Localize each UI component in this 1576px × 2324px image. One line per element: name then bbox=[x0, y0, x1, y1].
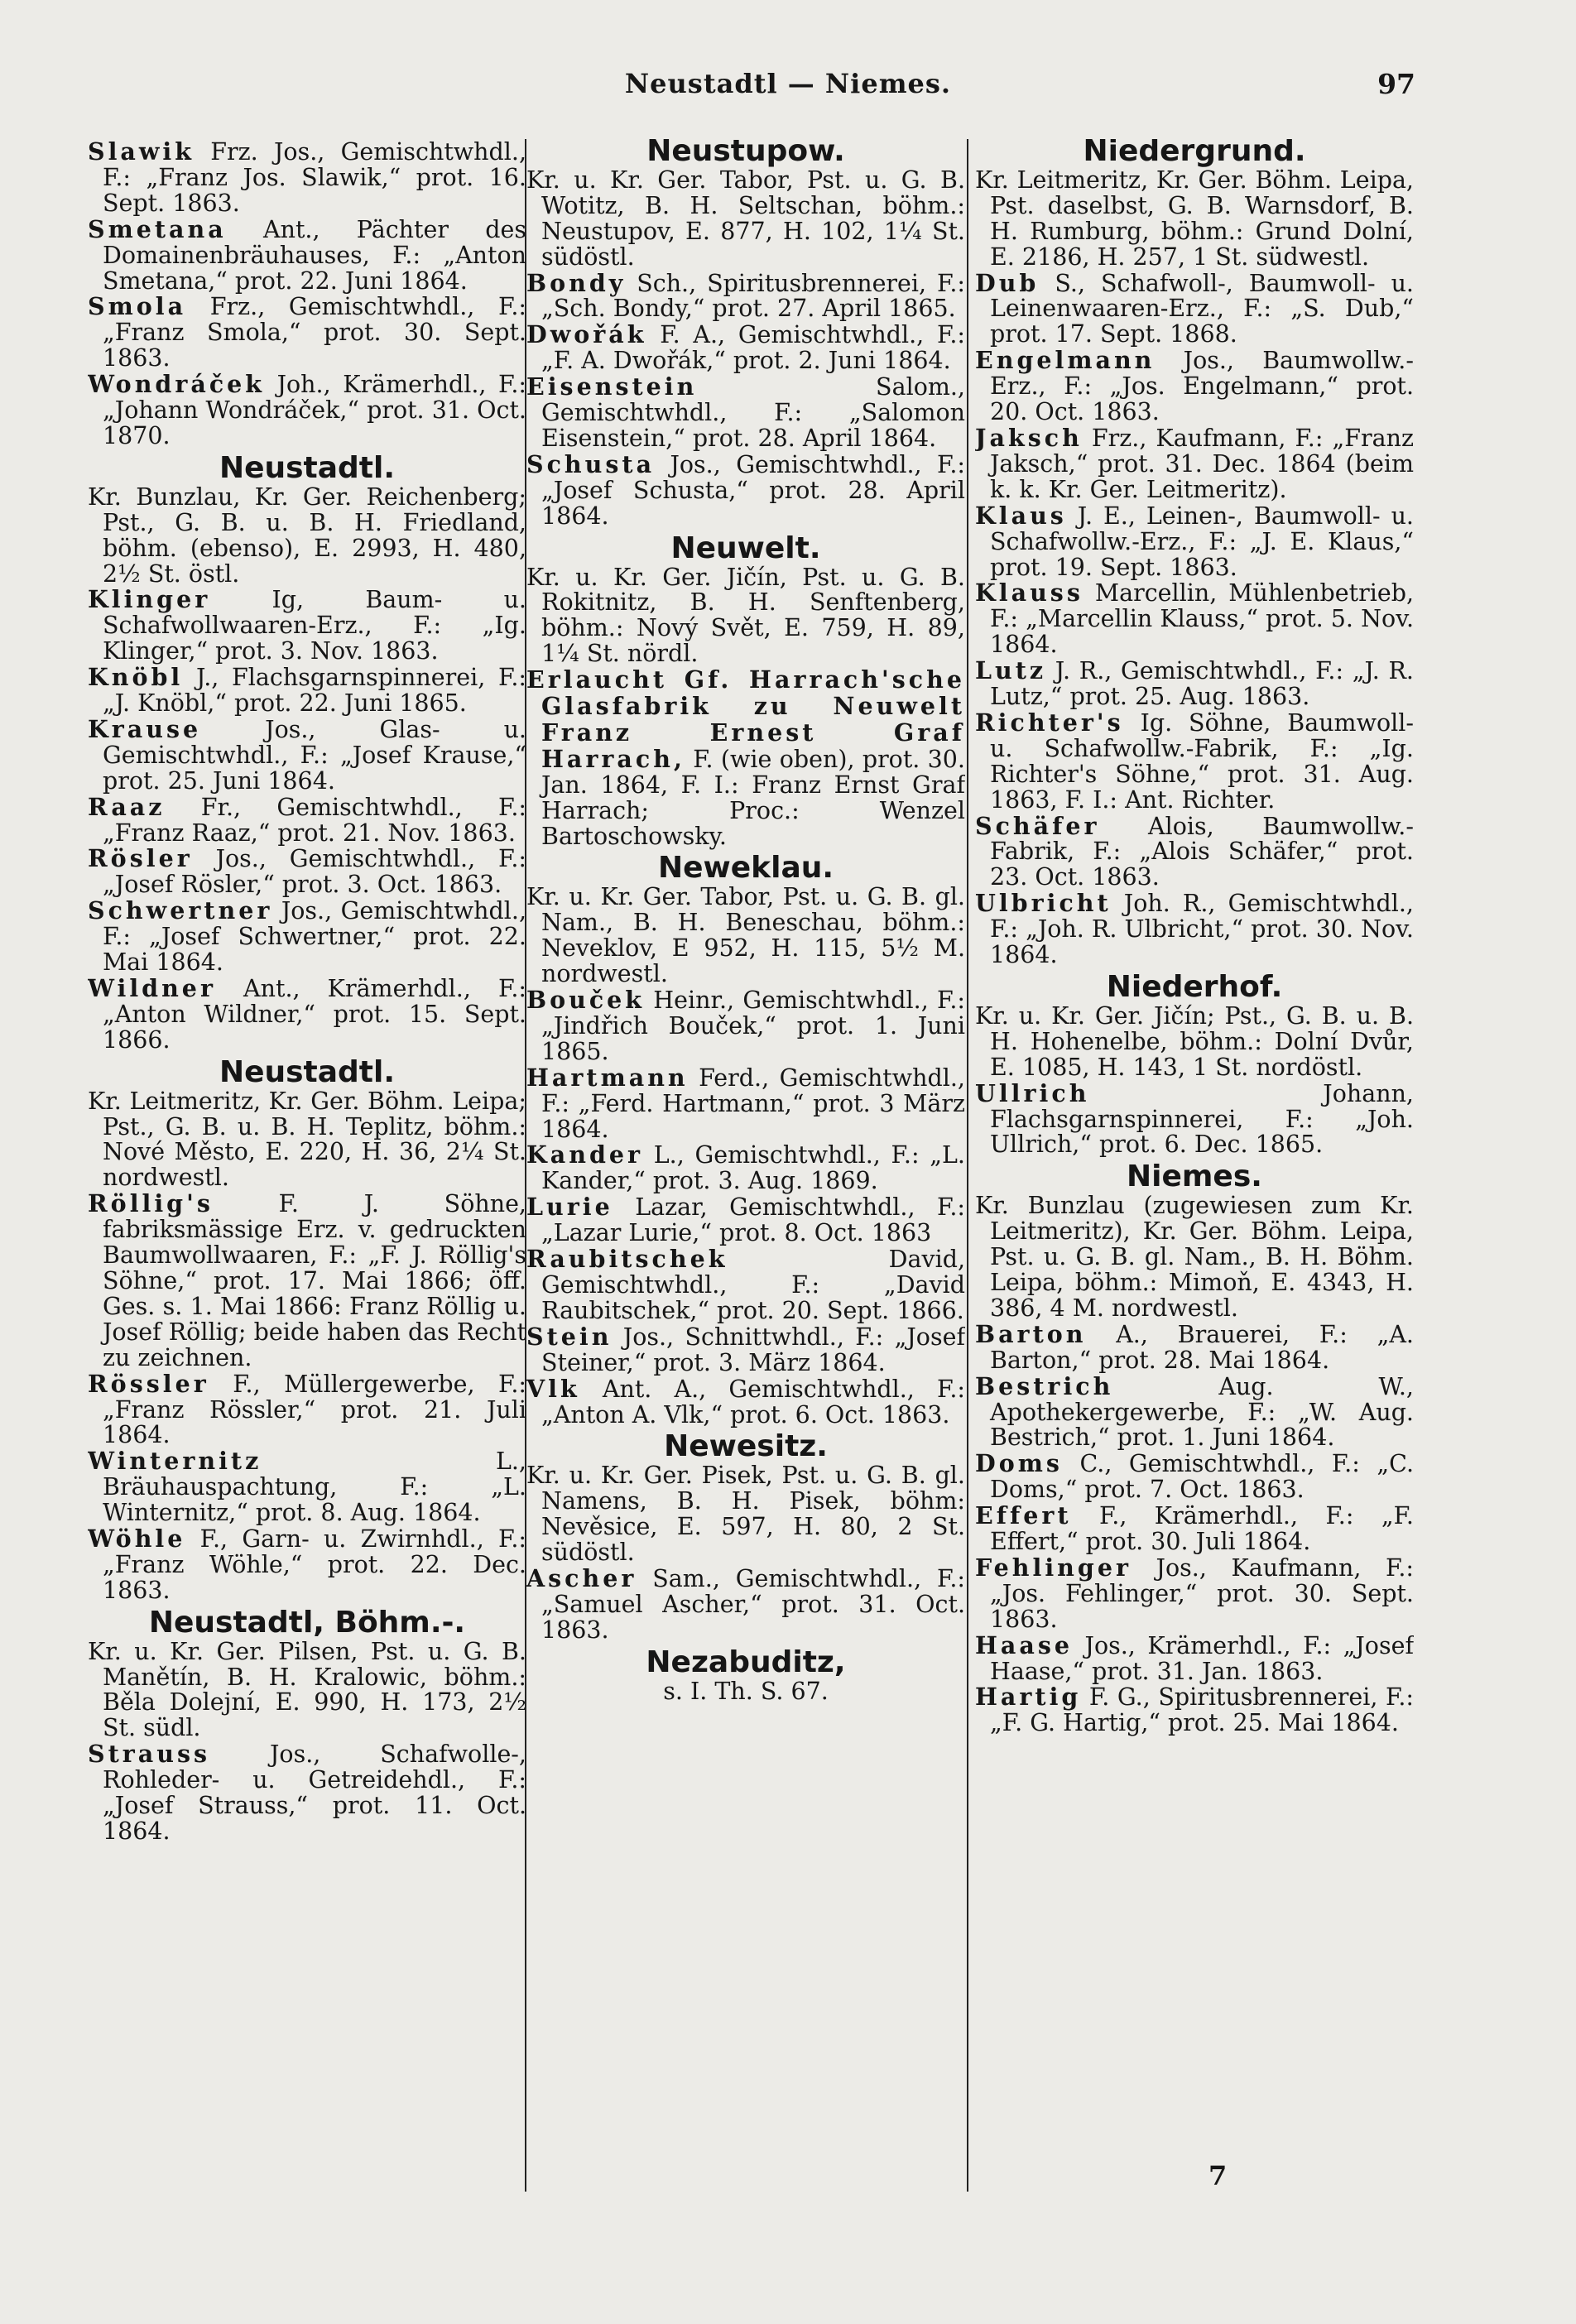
entry bbox=[88, 587, 526, 665]
entry-name: Raaz bbox=[88, 792, 166, 821]
entry-name: Ascher bbox=[526, 1563, 637, 1592]
entry-text: Fr., Gemischtwhdl., F.: „Franz Raaz,“ prot. 21. Nov. 1863. bbox=[103, 793, 526, 847]
entry-name: Erlaucht Gf. Harrach'sche Glasfabrik zu Neuwelt Franz Ernest Graf Harrach, bbox=[526, 665, 965, 773]
entry bbox=[975, 1630, 1414, 1685]
entry bbox=[975, 891, 1414, 968]
entry bbox=[526, 1142, 965, 1194]
entry-text: Sch., Spiritusbrennerei, F.: „Sch. Bondy,“ prot. 27. April 1865. bbox=[541, 269, 965, 323]
entry bbox=[526, 1324, 965, 1376]
entry-name: Fehlinger bbox=[975, 1553, 1132, 1582]
entry-text: Jos., Schnittwhdl., F.: „Josef Steiner,“ prot. 3. März 1864. bbox=[541, 1323, 965, 1376]
place-description: Kr. u. Kr. Ger. Tabor, Pst. u. G. B. gl. Nam., B. H. Beneschau, böhm.: Neveklov, E 952, H. 115, 5½ M. nordwestl. bbox=[526, 883, 965, 988]
entry-name: Vlk bbox=[526, 1374, 580, 1403]
place-description: Kr. Leitmeritz, Kr. Ger. Böhm. Leipa; Pst., G. B. u. B. H. Teplitz, böhm.: Nové Město, E. 220, H. 36, 2¼ St. nordwestl. bbox=[88, 1087, 526, 1192]
entry-name: Effert bbox=[975, 1501, 1072, 1530]
entry-name: Schusta bbox=[526, 449, 656, 478]
place-heading: Niederhof. bbox=[1106, 970, 1283, 1004]
entry-name: Hartig bbox=[975, 1683, 1082, 1712]
entry bbox=[975, 503, 1414, 581]
entry-name: Ullrich bbox=[975, 1078, 1090, 1107]
entry-name: Jaksch bbox=[975, 423, 1083, 452]
entry-text: Jos., Glas- u. Gemischtwhdl., F.: „Josef Krause,“ prot. 25. Juni 1864. bbox=[103, 715, 526, 795]
entry-name: Engelmann bbox=[975, 346, 1156, 375]
entry bbox=[88, 139, 526, 217]
place-heading: Neustadtl. bbox=[219, 1054, 396, 1089]
entry-text: L., Bräuhauspachtung, F.: „L. Winternitz,“ prot. 8. Aug. 1864. bbox=[103, 1448, 526, 1527]
place-description: Kr. Bunzlau, Kr. Ger. Reichenberg; Pst., G. B. u. B. H. Friedland, böhm. (ebenso), E. 2993, H. 480, 2½ St. östl. bbox=[88, 483, 526, 588]
entry bbox=[975, 1451, 1414, 1503]
entry-name: Smola bbox=[88, 292, 187, 321]
column-left bbox=[88, 139, 526, 2258]
entry-text: J. R., Gemischtwhdl., F.: „J. R. Lutz,“ prot. 25. Aug. 1863. bbox=[990, 657, 1414, 711]
place-description: Kr. u. Kr. Ger. Jičín; Pst., G. B. u. B. H. Hohenelbe, böhm.: Dolní Dvůr, E. 1085, H. 143, 1 St. nordöstl. bbox=[975, 1001, 1414, 1081]
entry-name: Eisenstein bbox=[526, 372, 698, 401]
page-number: 97 bbox=[1377, 68, 1415, 100]
place-heading: Newesitz. bbox=[664, 1429, 828, 1464]
entry-name: Haase bbox=[975, 1630, 1074, 1659]
entry-text: Jos., Kaufmann, F.: „Jos. Fehlinger,“ prot. 30. Sept. 1863. bbox=[990, 1553, 1414, 1633]
entry-name: Raubitschek bbox=[526, 1245, 728, 1274]
entry-name: Schwertner bbox=[88, 896, 273, 925]
entry-text: J., Flachsgarnspinnerei, F.: „J. Knöbl,“ prot. 22. Juni 1865. bbox=[103, 664, 526, 718]
entry-name: Slawik bbox=[88, 139, 195, 166]
entry-name: Lurie bbox=[526, 1193, 613, 1222]
page-header bbox=[0, 68, 1576, 118]
entry bbox=[975, 1078, 1414, 1159]
entry bbox=[88, 976, 526, 1054]
entry-name: Barton bbox=[975, 1319, 1087, 1348]
entry-text: L., Gemischtwhdl., F.: „L. Kander,“ prot. 3. Aug. 1869. bbox=[541, 1141, 965, 1195]
entry-name: Knöbl bbox=[88, 663, 184, 692]
entry bbox=[88, 792, 526, 847]
column-rule-right bbox=[967, 139, 968, 2192]
entry-text: J. E., Leinen-, Baumwoll- u. Schafwollw.-Erz., F.: „J. E. Klaus,“ prot. 19. Sept. 1863. bbox=[990, 502, 1414, 581]
entry bbox=[526, 1376, 965, 1428]
place-description: Kr. u. Kr. Ger. Tabor, Pst. u. G. B. Wotitz, B. H. Seltschan, böhm.: Neustupov, E. 877, H. 102, 1¼ St. südöstl. bbox=[526, 166, 965, 271]
entry bbox=[526, 322, 965, 374]
column-right bbox=[975, 139, 1414, 2258]
entry-text: Sam., Gemischtwhdl., F.: „Samuel Ascher,“ prot. 31. Oct. 1863. bbox=[541, 1564, 965, 1644]
entry-text: F. J. Söhne, fabriksmässige Erz. v. gedruckten Baumwollwaaren, F.: „F. J. Röllig's Söhne,“ prot. 17. Mai 1866; öff. Ges. s. 1. Mai 1866: Franz Röllig u. Josef Röllig; beide haben das Recht zu zeichnen. bbox=[103, 1190, 526, 1371]
entry bbox=[975, 348, 1414, 425]
entry-name: Klinger bbox=[88, 585, 211, 614]
entry-text: Frz., Kaufmann, F.: „Franz Jaksch,“ prot. 31. Dec. 1864 (beim k. k. Kr. Ger. Leitmeritz). bbox=[990, 424, 1414, 503]
entry bbox=[975, 1503, 1414, 1555]
entry-name: Kander bbox=[526, 1140, 644, 1169]
running-title: Neustadtl — Niemes. bbox=[624, 68, 952, 99]
entry-text: Jos., Krämerhdl., F.: „Josef Haase,“ prot. 31. Jan. 1863. bbox=[990, 1631, 1414, 1685]
entry bbox=[975, 1555, 1414, 1633]
entry-text: Ferd., Gemischtwhdl., F.: „Ferd. Hartmann,“ prot. 3 März 1864. bbox=[541, 1064, 965, 1143]
entry bbox=[88, 898, 526, 976]
entry bbox=[975, 1684, 1414, 1736]
place-heading: Neweklau. bbox=[657, 851, 834, 886]
entry bbox=[975, 1371, 1414, 1452]
entry-text: Ant. A., Gemischtwhdl., F.: „Anton A. Vlk,“ prot. 6. Oct. 1863. bbox=[541, 1375, 965, 1428]
column-middle bbox=[526, 139, 965, 2258]
entry bbox=[526, 268, 965, 323]
entry-name: Winternitz bbox=[88, 1447, 262, 1476]
entry-text: Jos., Gemischtwhdl., F.: „Josef Rösler,“ prot. 3. Oct. 1863. bbox=[103, 845, 526, 899]
entry-name: Klaus bbox=[975, 501, 1067, 530]
cross-reference: s. I. Th. S. 67. bbox=[663, 1677, 829, 1705]
entry-text: F. G., Spiritusbrennerei, F.: „F. G. Hartig,“ prot. 25. Mai 1864. bbox=[990, 1683, 1414, 1737]
entry bbox=[88, 1191, 526, 1371]
entry bbox=[526, 1246, 965, 1324]
entry bbox=[975, 1319, 1414, 1374]
entry-text: Jos., Gemischtwhdl., F.: „Josef Schusta,“ prot. 28. April 1864. bbox=[541, 450, 965, 530]
entry-text: Alois, Baumwollw.-Fabrik, F.: „Alois Schäfer,“ prot. 23. Oct. 1863. bbox=[990, 812, 1414, 891]
entry-text: F. A., Gemischtwhdl., F.: „F. A. Dwořák,“ prot. 2. Juni 1864. bbox=[541, 321, 965, 375]
entry bbox=[88, 1526, 526, 1604]
entry-text: Johann, Flachsgarnspinnerei, F.: „Joh. Ullrich,“ prot. 6. Dec. 1865. bbox=[990, 1079, 1414, 1159]
entry-text: C., Gemischtwhdl., F.: „C. Doms,“ prot. 7. Oct. 1863. bbox=[990, 1450, 1414, 1504]
entry bbox=[526, 987, 965, 1065]
place-heading: Neuwelt. bbox=[670, 531, 821, 565]
entry-name: Bondy bbox=[526, 268, 627, 297]
place-heading: Niemes. bbox=[1127, 1160, 1262, 1194]
entry bbox=[88, 665, 526, 717]
entry bbox=[88, 294, 526, 372]
place-description: Kr. u. Kr. Ger. Jičín, Pst. u. G. B. Rokitnitz, B. H. Senftenberg, böhm.: Nový Svět, E. 759, H. 89, 1¼ St. nördl. bbox=[526, 563, 965, 668]
printer-signature: 7 bbox=[1208, 2160, 1228, 2192]
entry-name: Klauss bbox=[975, 579, 1084, 607]
entry bbox=[975, 580, 1414, 658]
entry-name: Wondráček bbox=[88, 370, 266, 399]
entry-name: Wildner bbox=[88, 974, 216, 1002]
entry-text: Jos., Schafwolle-, Rohleder- u. Getreidehdl., F.: „Josef Strauss,“ prot. 11. Oct. 1864. bbox=[103, 1741, 526, 1845]
entry-text: S., Schafwoll-, Baumwoll- u. Leinenwaaren-Erz., F.: „S. Dub,“ prot. 17. Sept. 1868. bbox=[990, 269, 1414, 348]
entry bbox=[526, 667, 965, 849]
entry bbox=[88, 1741, 526, 1845]
entry-text: Jos., Gemischtwhdl., F.: „Josef Schwertner,“ prot. 22. Mai 1864. bbox=[103, 897, 526, 977]
entry-text: Lazar, Gemischtwhdl., F.: „Lazar Lurie,“ prot. 8. Oct. 1863 bbox=[541, 1193, 965, 1247]
entry-name: Richter's bbox=[975, 708, 1124, 737]
entry-text: David, Gemischtwhdl., F.: „David Raubitschek,“ prot. 20. Sept. 1866. bbox=[541, 1246, 965, 1324]
entry-name: Rössler bbox=[88, 1369, 209, 1398]
entry bbox=[88, 214, 526, 295]
place-heading: Neustadtl. bbox=[219, 450, 396, 485]
entry bbox=[88, 714, 526, 795]
entry-name: Dub bbox=[975, 268, 1040, 297]
entry bbox=[526, 1065, 965, 1143]
entry-name: Stein bbox=[526, 1322, 613, 1351]
entry-text: Marcellin, Mühlenbetrieb, F.: „Marcellin Klauss,“ prot. 5. Nov. 1864. bbox=[990, 579, 1414, 659]
entry-name: Rösler bbox=[88, 844, 193, 873]
place-heading: Nezabuditz, bbox=[646, 1645, 846, 1679]
entry-text: Frz. Jos., Gemischtwhdl., F.: „Franz Jos. Slawik,“ prot. 16. Sept. 1863. bbox=[103, 139, 526, 217]
entry bbox=[975, 268, 1414, 348]
entry-name: Strauss bbox=[88, 1740, 211, 1769]
place-description: Kr. Bunzlau (zugewiesen zum Kr. Leitmeritz), Kr. Ger. Böhm. Leipa, Pst. u. G. B. gl. Nam., B. H. Böhm. Leipa, böhm.: Mimoň, E. 4343, H. 386, 4 M. nordwestl. bbox=[975, 1192, 1414, 1322]
entry bbox=[526, 1563, 965, 1644]
place-heading: Neustupow. bbox=[646, 139, 845, 168]
entry-name: Bestrich bbox=[975, 1371, 1114, 1400]
entry bbox=[88, 1448, 526, 1526]
entry bbox=[88, 846, 526, 898]
entry-text: F., Krämerhdl., F.: „F. Effert,“ prot. 30. Juli 1864. bbox=[990, 1502, 1414, 1556]
entry bbox=[526, 374, 965, 452]
entry-name: Smetana bbox=[88, 214, 227, 243]
entry-text: Ant., Krämerhdl., F.: „Anton Wildner,“ prot. 15. Sept. 1866. bbox=[103, 975, 526, 1054]
entry-name: Krause bbox=[88, 714, 202, 743]
entry-name: Bouček bbox=[526, 986, 646, 1014]
entry-text: A., Brauerei, F.: „A. Barton,“ prot. 28. Mai 1864. bbox=[990, 1320, 1414, 1374]
place-description: Kr. Leitmeritz, Kr. Ger. Böhm. Leipa, Pst. daselbst, G. B. Warnsdorf, B. H. Rumburg, böhm.: Grund Dolní, E. 2186, H. 257, 1 St. südwestl. bbox=[975, 166, 1414, 271]
entry bbox=[526, 1194, 965, 1246]
entry-name: Doms bbox=[975, 1449, 1063, 1478]
entry-name: Lutz bbox=[975, 656, 1047, 685]
entry-text: Heinr., Gemischtwhdl., F.: „Jindřich Bouček,“ prot. 1. Juni 1865. bbox=[541, 987, 965, 1065]
entry-text: Aug. W., Apothekergewerbe, F.: „W. Aug. Bestrich,“ prot. 1. Juni 1864. bbox=[990, 1372, 1414, 1452]
entry-name: Hartmann bbox=[526, 1063, 689, 1092]
place-heading: Neustadtl, Böhm.-. bbox=[148, 1605, 466, 1640]
entry-name: Schäfer bbox=[975, 811, 1100, 840]
entry-text: Ig. Söhne, Baumwoll- u. Schafwollw.-Fabrik, F.: „Ig. Richter's Söhne,“ prot. 31. Aug. 1863, F. I.: Ant. Richter. bbox=[990, 708, 1414, 814]
entry bbox=[88, 1371, 526, 1449]
entry bbox=[526, 449, 965, 530]
entry-text: F. (wie oben), prot. 30. Jan. 1864, F. I.: Franz Ernst Graf Harrach; Proc.: Wenzel Bartoschowsky. bbox=[541, 745, 965, 850]
entry-text: Joh. R., Gemischtwhdl., F.: „Joh. R. Ulbricht,“ prot. 30. Nov. 1864. bbox=[990, 890, 1414, 969]
entry-text: Ant., Pächter des Domainenbräuhauses, F.: „Anton Smetana,“ prot. 22. Juni 1864. bbox=[103, 215, 526, 295]
entry-text: Joh., Krämerhdl., F.: „Johann Wondráček,“ prot. 31. Oct. 1870. bbox=[103, 371, 526, 449]
entry-text: Frz., Gemischtwhdl., F.: „Franz Smola,“ prot. 30. Sept. 1863. bbox=[103, 293, 526, 372]
entry bbox=[88, 372, 526, 449]
place-heading: Niedergrund. bbox=[1083, 139, 1306, 168]
entry-text: F., Garn- u. Zwirnhdl., F.: „Franz Wöhle,“ prot. 22. Dec. 1863. bbox=[103, 1525, 526, 1604]
entry-text: Salom., Gemischtwhdl., F.: „Salomon Eisenstein,“ prot. 28. April 1864. bbox=[541, 373, 965, 452]
place-description: Kr. u. Kr. Ger. Pilsen, Pst. u. G. B. Manětín, B. H. Kralowic, böhm.: Běla Dolejní, E. 990, H. 173, 2½ St. südl. bbox=[88, 1637, 526, 1742]
place-description: Kr. u. Kr. Ger. Pisek, Pst. u. G. B. gl. Namens, B. H. Pisek, böhm: Nevěsice, E. 597, H. 80, 2 St. südöstl. bbox=[526, 1462, 965, 1567]
entry bbox=[975, 710, 1414, 814]
entry-text: Jos., Baumwollw.-Erz., F.: „Jos. Engelmann,“ prot. 20. Oct. 1863. bbox=[990, 347, 1414, 426]
entry bbox=[975, 425, 1414, 503]
entry-text: Ig, Baum- u. Schafwollwaaren-Erz., F.: „Ig. Klinger,“ prot. 3. Nov. 1863. bbox=[103, 586, 526, 665]
entry-name: Wöhle bbox=[88, 1525, 186, 1553]
entry-name: Ulbricht bbox=[975, 889, 1112, 918]
entry-name: Dwořák bbox=[526, 320, 647, 349]
entry-text: F., Müllergewerbe, F.: „Franz Rössler,“ prot. 21. Juli 1864. bbox=[103, 1370, 526, 1449]
entry-name: Röllig's bbox=[88, 1189, 214, 1218]
entry bbox=[975, 811, 1414, 891]
entry bbox=[975, 658, 1414, 710]
